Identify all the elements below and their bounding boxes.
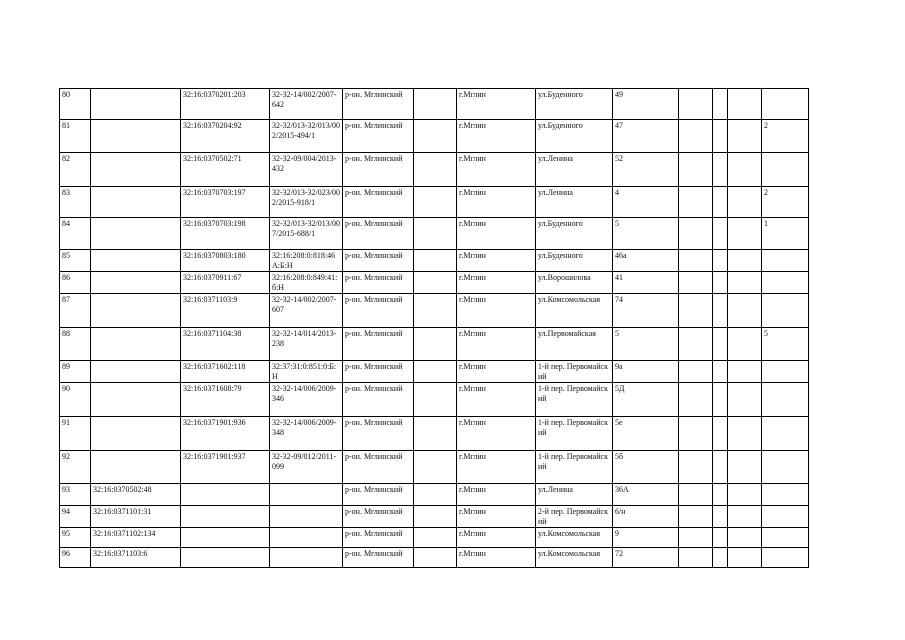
extra-cell-1 xyxy=(679,250,713,272)
registration-number-cell: 32-32-14/006/2009-348 xyxy=(270,417,343,451)
house-number-cell: 6/н xyxy=(613,506,679,528)
building-cadastral-cell: 32:16:0371901:937 xyxy=(181,451,270,484)
registration-number-cell xyxy=(270,528,343,548)
count-cell: 2 xyxy=(762,187,809,218)
count-cell xyxy=(762,361,809,383)
extra-cell-2 xyxy=(713,548,728,568)
row-number-cell: 83 xyxy=(60,187,91,218)
row-number-cell: 81 xyxy=(60,120,91,153)
extra-cell-2 xyxy=(713,417,728,451)
count-cell xyxy=(762,89,809,120)
district-cell: р-он. Мглинский xyxy=(343,417,414,451)
town-cell: г.Мглин xyxy=(457,451,536,484)
row-number-cell: 93 xyxy=(60,484,91,506)
table-row xyxy=(60,272,809,294)
district-cell: р-он. Мглинский xyxy=(343,294,414,328)
extra-cell-3 xyxy=(728,361,762,383)
street-cell: ул.Буденного xyxy=(536,89,613,120)
town-cell: г.Мглин xyxy=(457,218,536,250)
table-row xyxy=(60,417,809,451)
count-cell: 5 xyxy=(762,328,809,361)
building-cadastral-cell: 32:16:0371104:38 xyxy=(181,328,270,361)
building-cadastral-cell: 32:16:0370911:67 xyxy=(181,272,270,294)
cadastral-number-cell xyxy=(91,153,181,187)
table-row xyxy=(60,528,809,548)
house-number-cell: 9а xyxy=(613,361,679,383)
building-cadastral-cell: 32:16:0370703:197 xyxy=(181,187,270,218)
building-cadastral-cell xyxy=(181,548,270,568)
extra-cell-2 xyxy=(713,451,728,484)
district-cell: р-он. Мглинский xyxy=(343,383,414,417)
row-number-cell: 88 xyxy=(60,328,91,361)
table-row xyxy=(60,484,809,506)
extra-cell-1 xyxy=(679,153,713,187)
building-cadastral-cell: 32:16:0370201:203 xyxy=(181,89,270,120)
street-cell: ул.Ленина xyxy=(536,153,613,187)
building-cadastral-cell: 32:16:0370204:92 xyxy=(181,120,270,153)
street-cell: ул.Буденного xyxy=(536,120,613,153)
settlement-type-cell xyxy=(414,272,457,294)
building-cadastral-cell xyxy=(181,506,270,528)
table-row xyxy=(60,218,809,250)
row-number-cell: 96 xyxy=(60,548,91,568)
extra-cell-3 xyxy=(728,484,762,506)
extra-cell-2 xyxy=(713,383,728,417)
town-cell: г.Мглин xyxy=(457,89,536,120)
extra-cell-1 xyxy=(679,272,713,294)
extra-cell-3 xyxy=(728,383,762,417)
street-cell: ул.Ленина xyxy=(536,187,613,218)
registration-number-cell: 32-32/013-32/013/007/2015-688/1 xyxy=(270,218,343,250)
row-number-cell: 87 xyxy=(60,294,91,328)
extra-cell-2 xyxy=(713,328,728,361)
district-cell: р-он. Мглинский xyxy=(343,272,414,294)
row-number-cell: 85 xyxy=(60,250,91,272)
house-number-cell: 74 xyxy=(613,294,679,328)
town-cell: г.Мглин xyxy=(457,417,536,451)
district-cell: р-он. Мглинский xyxy=(343,187,414,218)
district-cell: р-он. Мглинский xyxy=(343,506,414,528)
extra-cell-3 xyxy=(728,548,762,568)
extra-cell-3 xyxy=(728,528,762,548)
extra-cell-2 xyxy=(713,294,728,328)
registration-number-cell xyxy=(270,548,343,568)
town-cell: г.Мглин xyxy=(457,250,536,272)
settlement-type-cell xyxy=(414,383,457,417)
cadastral-number-cell: 32:16:0371103:6 xyxy=(91,548,181,568)
table-row xyxy=(60,451,809,484)
house-number-cell: 46а xyxy=(613,250,679,272)
settlement-type-cell xyxy=(414,250,457,272)
street-cell: ул.Комсомольская xyxy=(536,548,613,568)
count-cell xyxy=(762,417,809,451)
row-number-cell: 84 xyxy=(60,218,91,250)
table-row xyxy=(60,120,809,153)
extra-cell-3 xyxy=(728,272,762,294)
count-cell: 1 xyxy=(762,218,809,250)
cadastral-number-cell xyxy=(91,328,181,361)
row-number-cell: 90 xyxy=(60,383,91,417)
street-cell: 1-й пер. Первомайский xyxy=(536,451,613,484)
extra-cell-1 xyxy=(679,484,713,506)
settlement-type-cell xyxy=(414,506,457,528)
street-cell: 1-й пер. Первомайский xyxy=(536,383,613,417)
extra-cell-1 xyxy=(679,383,713,417)
house-number-cell: 41 xyxy=(613,272,679,294)
extra-cell-3 xyxy=(728,451,762,484)
count-cell: 2 xyxy=(762,120,809,153)
settlement-type-cell xyxy=(414,153,457,187)
row-number-cell: 86 xyxy=(60,272,91,294)
street-cell: ул.Первомайская xyxy=(536,328,613,361)
settlement-type-cell xyxy=(414,548,457,568)
count-cell xyxy=(762,548,809,568)
extra-cell-2 xyxy=(713,484,728,506)
building-cadastral-cell: 32:16:0371608:79 xyxy=(181,383,270,417)
settlement-type-cell xyxy=(414,328,457,361)
cadastral-number-cell xyxy=(91,120,181,153)
table-row xyxy=(60,383,809,417)
extra-cell-2 xyxy=(713,187,728,218)
extra-cell-3 xyxy=(728,153,762,187)
district-cell: р-он. Мглинский xyxy=(343,361,414,383)
building-cadastral-cell: 32:16:0371602:118 xyxy=(181,361,270,383)
row-number-cell: 82 xyxy=(60,153,91,187)
extra-cell-3 xyxy=(728,328,762,361)
extra-cell-1 xyxy=(679,187,713,218)
settlement-type-cell xyxy=(414,451,457,484)
house-number-cell: 5 xyxy=(613,328,679,361)
count-cell xyxy=(762,294,809,328)
row-number-cell: 89 xyxy=(60,361,91,383)
district-cell: р-он. Мглинский xyxy=(343,484,414,506)
extra-cell-1 xyxy=(679,417,713,451)
street-cell: ул.Комсомольская xyxy=(536,528,613,548)
registration-number-cell xyxy=(270,484,343,506)
registration-number-cell: 32:37:31:0:851:0:Б:Н xyxy=(270,361,343,383)
house-number-cell: 52 xyxy=(613,153,679,187)
cadastral-number-cell xyxy=(91,451,181,484)
extra-cell-3 xyxy=(728,506,762,528)
count-cell xyxy=(762,451,809,484)
street-cell: 2-й пер. Первомайский xyxy=(536,506,613,528)
building-cadastral-cell xyxy=(181,484,270,506)
table-row xyxy=(60,153,809,187)
count-cell xyxy=(762,250,809,272)
row-number-cell: 91 xyxy=(60,417,91,451)
district-cell: р-он. Мглинский xyxy=(343,328,414,361)
cadastral-number-cell xyxy=(91,417,181,451)
row-number-cell: 95 xyxy=(60,528,91,548)
house-number-cell: 5Д xyxy=(613,383,679,417)
extra-cell-1 xyxy=(679,451,713,484)
registration-number-cell: 32-32-14/002/2007-607 xyxy=(270,294,343,328)
settlement-type-cell xyxy=(414,361,457,383)
row-number-cell: 80 xyxy=(60,89,91,120)
settlement-type-cell xyxy=(414,294,457,328)
cadastral-number-cell xyxy=(91,294,181,328)
town-cell: г.Мглин xyxy=(457,506,536,528)
cadastral-number-cell xyxy=(91,187,181,218)
extra-cell-1 xyxy=(679,89,713,120)
district-cell: р-он. Мглинский xyxy=(343,250,414,272)
cadastral-number-cell xyxy=(91,218,181,250)
house-number-cell: 5е xyxy=(613,417,679,451)
settlement-type-cell xyxy=(414,120,457,153)
town-cell: г.Мглин xyxy=(457,484,536,506)
extra-cell-3 xyxy=(728,417,762,451)
table-row xyxy=(60,548,809,568)
table-row xyxy=(60,250,809,272)
row-number-cell: 92 xyxy=(60,451,91,484)
house-number-cell: 4 xyxy=(613,187,679,218)
house-number-cell: 72 xyxy=(613,548,679,568)
cadastral-number-cell xyxy=(91,383,181,417)
town-cell: г.Мглин xyxy=(457,294,536,328)
extra-cell-3 xyxy=(728,89,762,120)
count-cell xyxy=(762,383,809,417)
town-cell: г.Мглин xyxy=(457,328,536,361)
table-row xyxy=(60,361,809,383)
building-cadastral-cell: 32:16:0371901:936 xyxy=(181,417,270,451)
house-number-cell: 5б xyxy=(613,451,679,484)
extra-cell-2 xyxy=(713,272,728,294)
registration-number-cell: 32:16:208:0:849:41:б:Н xyxy=(270,272,343,294)
settlement-type-cell xyxy=(414,484,457,506)
street-cell: 1-й пер. Первомайский xyxy=(536,417,613,451)
registration-number-cell: 32:16:208:0:818:46А:Б:Н xyxy=(270,250,343,272)
extra-cell-3 xyxy=(728,120,762,153)
building-cadastral-cell: 32:16:0370703:198 xyxy=(181,218,270,250)
town-cell: г.Мглин xyxy=(457,153,536,187)
registration-number-cell: 32-32/013-32/013/002/2015-494/1 xyxy=(270,120,343,153)
town-cell: г.Мглин xyxy=(457,528,536,548)
district-cell: р-он. Мглинский xyxy=(343,528,414,548)
street-cell: ул.Комсомольская xyxy=(536,294,613,328)
extra-cell-3 xyxy=(728,218,762,250)
extra-cell-1 xyxy=(679,506,713,528)
extra-cell-1 xyxy=(679,294,713,328)
registration-number-cell: 32-32-09/012/2011-099 xyxy=(270,451,343,484)
street-cell: 1-й пер. Первомайский xyxy=(536,361,613,383)
count-cell xyxy=(762,528,809,548)
building-cadastral-cell: 32:16:0370803:180 xyxy=(181,250,270,272)
count-cell xyxy=(762,272,809,294)
extra-cell-1 xyxy=(679,328,713,361)
town-cell: г.Мглин xyxy=(457,187,536,218)
extra-cell-1 xyxy=(679,218,713,250)
count-cell xyxy=(762,506,809,528)
street-cell: ул.Ворошилова xyxy=(536,272,613,294)
registration-number-cell: 32-32-14/006/2009-346 xyxy=(270,383,343,417)
cadastral-number-cell: 32:16:0371101:31 xyxy=(91,506,181,528)
cadastral-number-cell: 32:16:0371102:134 xyxy=(91,528,181,548)
table-row xyxy=(60,187,809,218)
settlement-type-cell xyxy=(414,218,457,250)
extra-cell-3 xyxy=(728,250,762,272)
extra-cell-1 xyxy=(679,528,713,548)
extra-cell-2 xyxy=(713,528,728,548)
town-cell: г.Мглин xyxy=(457,120,536,153)
table-row xyxy=(60,89,809,120)
house-number-cell: 36А xyxy=(613,484,679,506)
extra-cell-3 xyxy=(728,187,762,218)
cadastral-number-cell xyxy=(91,361,181,383)
cadastral-number-cell xyxy=(91,272,181,294)
district-cell: р-он. Мглинский xyxy=(343,548,414,568)
table-body xyxy=(60,89,809,568)
row-number-cell: 94 xyxy=(60,506,91,528)
settlement-type-cell xyxy=(414,89,457,120)
settlement-type-cell xyxy=(414,187,457,218)
records-table xyxy=(59,88,809,568)
registration-number-cell xyxy=(270,506,343,528)
building-cadastral-cell xyxy=(181,528,270,548)
extra-cell-2 xyxy=(713,361,728,383)
registration-number-cell: 32-32-14/002/2007-642 xyxy=(270,89,343,120)
town-cell: г.Мглин xyxy=(457,272,536,294)
district-cell: р-он. Мглинский xyxy=(343,451,414,484)
count-cell xyxy=(762,484,809,506)
building-cadastral-cell: 32:16:0370502:71 xyxy=(181,153,270,187)
cadastral-number-cell xyxy=(91,89,181,120)
registration-number-cell: 32-32-14/014/2013-238 xyxy=(270,328,343,361)
house-number-cell: 47 xyxy=(613,120,679,153)
town-cell: г.Мглин xyxy=(457,548,536,568)
street-cell: ул.Буденного xyxy=(536,250,613,272)
extra-cell-2 xyxy=(713,89,728,120)
extra-cell-2 xyxy=(713,218,728,250)
extra-cell-3 xyxy=(728,294,762,328)
extra-cell-1 xyxy=(679,548,713,568)
house-number-cell: 5 xyxy=(613,218,679,250)
district-cell: р-он. Мглинский xyxy=(343,153,414,187)
extra-cell-2 xyxy=(713,153,728,187)
table-row xyxy=(60,294,809,328)
house-number-cell: 49 xyxy=(613,89,679,120)
street-cell: ул.Буденного xyxy=(536,218,613,250)
count-cell xyxy=(762,153,809,187)
house-number-cell: 9 xyxy=(613,528,679,548)
registration-number-cell: 32-32-09/004/2013-432 xyxy=(270,153,343,187)
town-cell: г.Мглин xyxy=(457,383,536,417)
settlement-type-cell xyxy=(414,417,457,451)
cadastral-number-cell xyxy=(91,250,181,272)
extra-cell-2 xyxy=(713,120,728,153)
district-cell: р-он. Мглинский xyxy=(343,120,414,153)
district-cell: р-он. Мглинский xyxy=(343,89,414,120)
extra-cell-2 xyxy=(713,250,728,272)
town-cell: г.Мглин xyxy=(457,361,536,383)
street-cell: ул.Ленина xyxy=(536,484,613,506)
extra-cell-1 xyxy=(679,361,713,383)
settlement-type-cell xyxy=(414,528,457,548)
registration-number-cell: 32-32/013-32/023/002/2015-918/1 xyxy=(270,187,343,218)
building-cadastral-cell: 32:16:0371103:9 xyxy=(181,294,270,328)
cadastral-number-cell: 32:16:0370502:48 xyxy=(91,484,181,506)
district-cell: р-он. Мглинский xyxy=(343,218,414,250)
table-row xyxy=(60,506,809,528)
table-row xyxy=(60,328,809,361)
extra-cell-1 xyxy=(679,120,713,153)
extra-cell-2 xyxy=(713,506,728,528)
